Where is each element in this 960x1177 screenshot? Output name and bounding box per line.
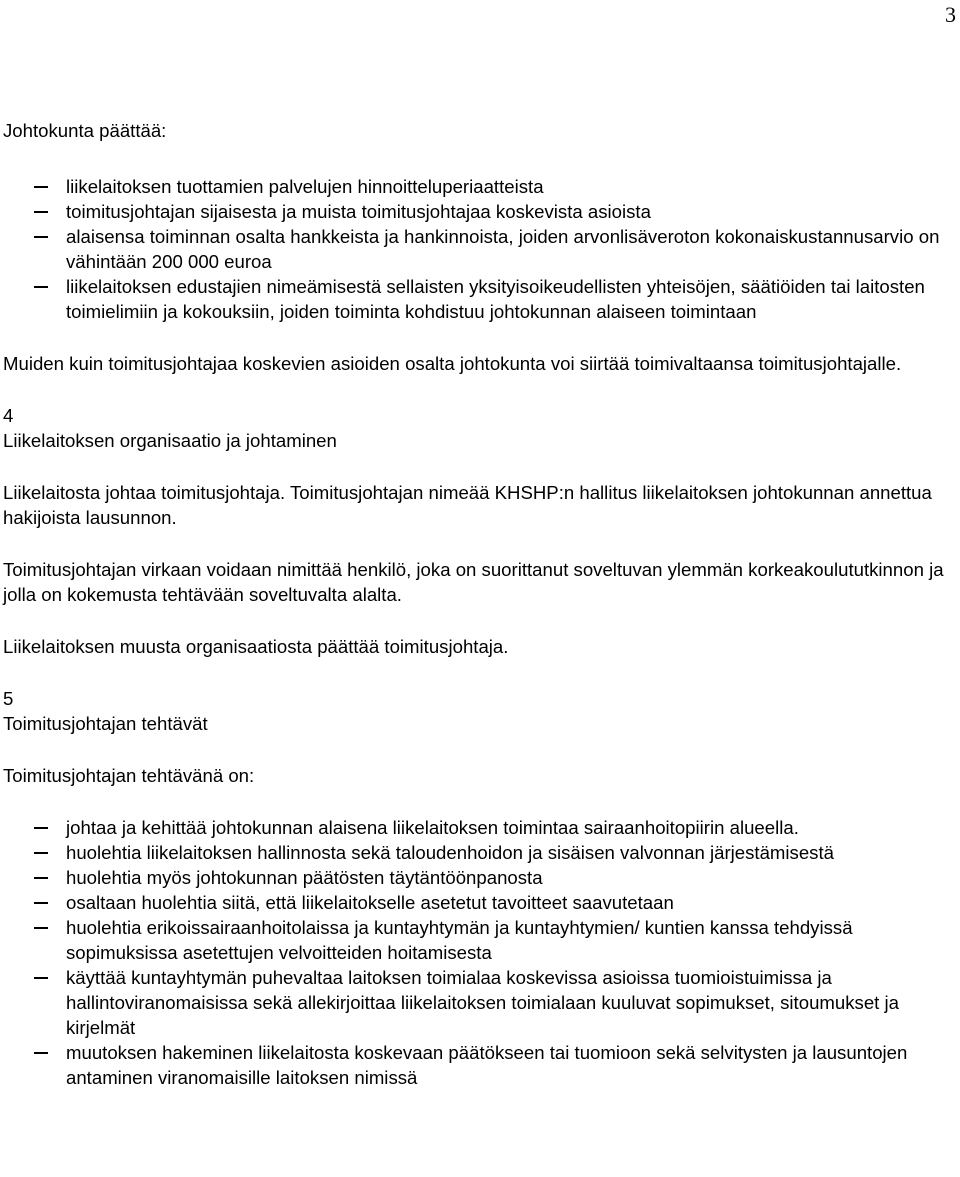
list-item-text: liikelaitoksen tuottamien palvelujen hinnoitteluperiaatteista: [66, 176, 544, 197]
list-item-text: osaltaan huolehtia siitä, että liikelaitokselle asetetut tavoitteet saavutetaan: [66, 892, 674, 913]
dash-bullet-icon: [34, 286, 48, 288]
board-decides-list: [3, 174, 958, 324]
list-item: [3, 1040, 958, 1090]
section-5-number: 5: [3, 688, 14, 709]
dash-bullet-icon: [34, 211, 48, 213]
dash-bullet-icon: [34, 1052, 48, 1054]
dash-bullet-icon: [34, 852, 48, 854]
dash-bullet-icon: [34, 927, 48, 929]
list-item-text: johtaa ja kehittää johtokunnan alaisena liikelaitoksen toimintaa sairaanhoitopiirin alueella.: [66, 817, 799, 838]
section-4-paragraph: Toimitusjohtajan virkaan voidaan nimittää henkilö, joka on suorittanut soveltuvan ylemmän korkeakoulututkinnon ja jolla on kokemusta tehtävään soveltuvalta alalta.: [3, 559, 944, 605]
list-item-text: käyttää kuntayhtymän puhevaltaa laitoksen toimialaa koskevissa asioissa tuomioistuimissa ja hallintoviranomaisissa sekä allekirjoittaa liikelaitoksen toimialaan kuuluvat sopimukset, sitoumukset ja kirjelmät: [66, 967, 899, 1038]
section-5-intro: Toimitusjohtajan tehtävänä on:: [3, 765, 255, 786]
dash-bullet-icon: [34, 186, 48, 188]
list-item: [3, 965, 958, 1040]
dash-bullet-icon: [34, 827, 48, 829]
list-item: [3, 199, 958, 224]
section-4-paragraph: Liikelaitoksen muusta organisaatiosta päättää toimitusjohtaja.: [3, 636, 509, 657]
list-item-text: alaisensa toiminnan osalta hankkeista ja hankinnoista, joiden arvonlisäveroton kokonaiskustannusarvio on vähintään 200 000 euroa: [66, 226, 940, 272]
section-4-title: Liikelaitoksen organisaatio ja johtaminen: [3, 430, 337, 451]
list-item-text: liikelaitoksen edustajien nimeämisestä sellaisten yksityisoikeudellisten yhteisöjen, säätiöiden tai laitosten toimielimiin ja kokouksiin, joiden toiminta kohdistuu johtokunnan alaiseen toimintaan: [66, 276, 925, 322]
duties-list: [3, 815, 958, 1090]
list-item-text: huolehtia myös johtokunnan päätösten täytäntöönpanosta: [66, 867, 543, 888]
document-body: [3, 118, 958, 1090]
page-number: 3: [945, 2, 956, 27]
delegation-paragraph: Muiden kuin toimitusjohtajaa koskevien asioiden osalta johtokunta voi siirtää toimivaltaansa toimitusjohtajalle.: [3, 353, 902, 374]
list-item-text: muutoksen hakeminen liikelaitosta koskevaan päätökseen tai tuomioon sekä selvitysten ja lausuntojen antaminen viranomaisille laitoksen nimissä: [66, 1042, 908, 1088]
dash-bullet-icon: [34, 977, 48, 979]
list-item: [3, 915, 958, 965]
section-4-paragraph: Liikelaitosta johtaa toimitusjohtaja. Toimitusjohtajan nimeää KHSHP:n hallitus liikelaitoksen johtokunnan annettua hakijoista lausunnon.: [3, 482, 932, 528]
list-item: [3, 840, 958, 865]
board-decides-heading: Johtokunta päättää:: [3, 120, 167, 141]
list-item-text: toimitusjohtajan sijaisesta ja muista toimitusjohtajaa koskevista asioista: [66, 201, 651, 222]
dash-bullet-icon: [34, 877, 48, 879]
list-item: [3, 890, 958, 915]
list-item-text: huolehtia liikelaitoksen hallinnosta sekä taloudenhoidon ja sisäisen valvonnan järjestämisestä: [66, 842, 834, 863]
list-item: [3, 224, 958, 274]
list-item: [3, 174, 958, 199]
list-item: [3, 865, 958, 890]
dash-bullet-icon: [34, 236, 48, 238]
section-5-title: Toimitusjohtajan tehtävät: [3, 713, 208, 734]
list-item: [3, 815, 958, 840]
list-item-text: huolehtia erikoissairaanhoitolaissa ja kuntayhtymän ja kuntayhtymien/ kuntien kanssa tehdyissä sopimuksissa asetettujen velvoitteiden hoitamisesta: [66, 917, 853, 963]
dash-bullet-icon: [34, 902, 48, 904]
list-item: [3, 274, 958, 324]
section-4-number: 4: [3, 405, 14, 426]
